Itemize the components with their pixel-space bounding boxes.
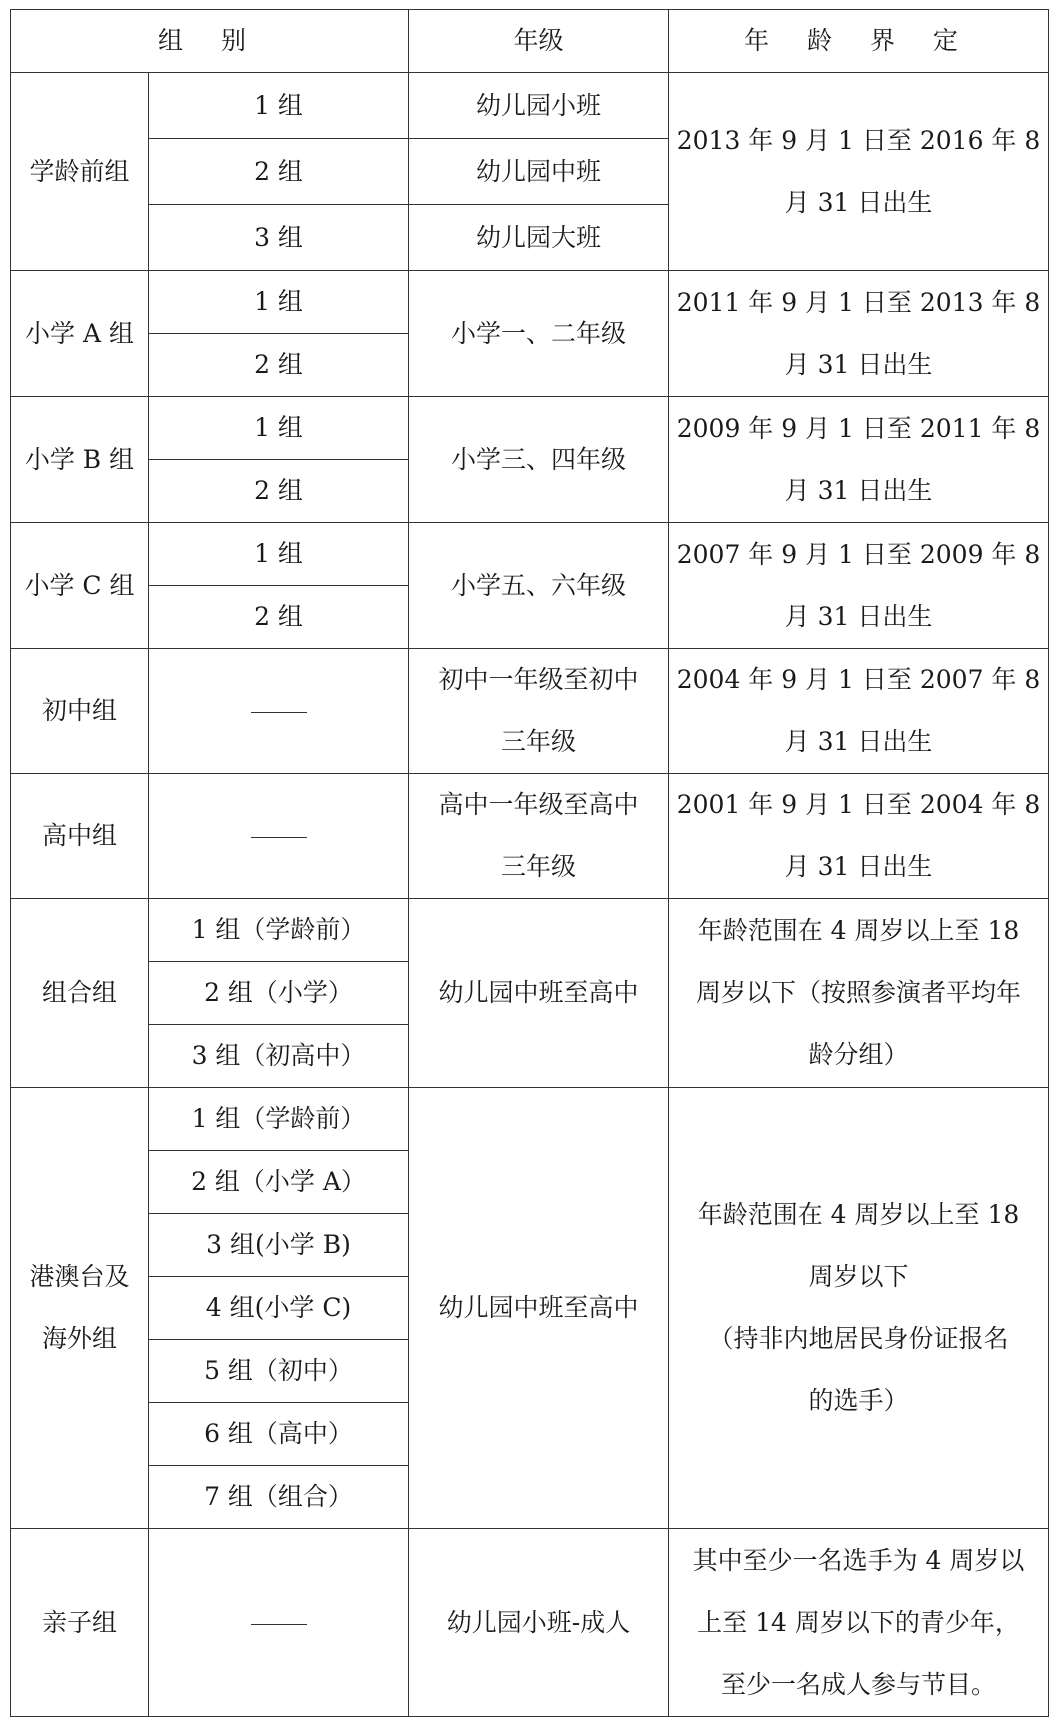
group-name: 组合组 — [11, 899, 149, 1088]
subgroup-cell: 7 组（组合） — [149, 1466, 409, 1529]
age-cell — [669, 397, 1049, 523]
grade-line: 高中一年级至高中 — [438, 790, 639, 819]
age-line: 2007 年 9 月 1 日至 2009 年 8 — [676, 539, 1041, 569]
group-name — [11, 1088, 149, 1529]
subgroup-cell: 1 组 — [149, 73, 409, 139]
subgroup-cell: 6 组（高中） — [149, 1403, 409, 1466]
age-cell — [669, 523, 1049, 649]
age-line: 龄分组） — [808, 1040, 909, 1069]
grade-cell: 幼儿园中班 — [409, 139, 669, 205]
header-row — [11, 10, 1049, 73]
subgroup-cell: 3 组（初高中） — [149, 1025, 409, 1088]
table-row — [11, 397, 1049, 460]
dash-mark — [251, 712, 307, 713]
subgroup-cell: 2 组 — [149, 460, 409, 523]
age-cell — [669, 899, 1049, 1088]
grade-cell: 小学五、六年级 — [409, 523, 669, 649]
header-group: 组 别 — [11, 10, 409, 73]
age-line: 2004 年 9 月 1 日至 2007 年 8 — [676, 665, 1041, 694]
table-row — [11, 899, 1049, 962]
table-row — [11, 1529, 1049, 1717]
table-row — [11, 523, 1049, 586]
age-line: 周岁以下 — [808, 1262, 909, 1291]
subgroup-cell: 2 组 — [149, 334, 409, 397]
age-line: 月 31 日出生 — [784, 187, 933, 217]
age-group-table — [10, 9, 1049, 1717]
subgroup-cell: 5 组（初中） — [149, 1340, 409, 1403]
subgroup-cell — [149, 649, 409, 774]
age-cell — [669, 1088, 1049, 1529]
age-line: 其中至少一名选手为 4 周岁以 — [692, 1545, 1025, 1575]
group-name: 小学 B 组 — [11, 397, 149, 523]
age-line: 月 31 日出生 — [784, 349, 933, 379]
age-line: 2013 年 9 月 1 日至 2016 年 8 — [676, 125, 1041, 155]
group-name: 学龄前组 — [11, 73, 149, 271]
subgroup-cell — [149, 774, 409, 899]
age-cell — [669, 271, 1049, 397]
subgroup-cell — [149, 1529, 409, 1717]
age-line: 的选手） — [808, 1386, 909, 1415]
subgroup-cell: 1 组 — [149, 397, 409, 460]
subgroup-cell: 1 组（学龄前） — [149, 1088, 409, 1151]
dash-mark — [251, 1624, 307, 1625]
age-line: 2001 年 9 月 1 日至 2004 年 8 — [676, 790, 1041, 819]
table-row — [11, 73, 1049, 139]
age-line: 月 31 日出生 — [784, 852, 933, 881]
table-row — [11, 774, 1049, 899]
dash-mark — [251, 837, 307, 838]
grade-cell: 幼儿园小班 — [409, 73, 669, 139]
age-line: 月 31 日出生 — [784, 601, 933, 631]
age-line: 2011 年 9 月 1 日至 2013 年 8 — [676, 287, 1041, 317]
subgroup-cell: 2 组 — [149, 139, 409, 205]
group-name: 小学 A 组 — [11, 271, 149, 397]
age-cell — [669, 1529, 1049, 1717]
subgroup-cell: 1 组 — [149, 523, 409, 586]
age-line: 年龄范围在 4 周岁以上至 18 — [697, 916, 1020, 945]
header-grade: 年级 — [409, 10, 669, 73]
table-row — [11, 271, 1049, 334]
grade-cell: 幼儿园小班-成人 — [409, 1529, 669, 1717]
subgroup-cell: 2 组 — [149, 586, 409, 649]
grade-line: 初中一年级至初中 — [438, 665, 639, 694]
age-line: 至少一名成人参与节目。 — [721, 1669, 997, 1699]
age-cell — [669, 649, 1049, 774]
age-cell — [669, 774, 1049, 899]
grade-cell — [409, 649, 669, 774]
header-age: 年 龄 界 定 — [669, 10, 1049, 73]
group-name: 小学 C 组 — [11, 523, 149, 649]
subgroup-cell: 2 组（小学） — [149, 962, 409, 1025]
group-name: 高中组 — [11, 774, 149, 899]
grade-line: 三年级 — [501, 727, 577, 756]
group-name-line: 港澳台及 — [29, 1262, 130, 1291]
subgroup-cell: 2 组（小学 A） — [149, 1151, 409, 1214]
age-line: （持非内地居民身份证报名 — [708, 1324, 1009, 1353]
grade-cell: 幼儿园中班至高中 — [409, 899, 669, 1088]
age-cell — [669, 73, 1049, 271]
subgroup-cell: 4 组(小学 C) — [149, 1277, 409, 1340]
subgroup-cell: 3 组(小学 B) — [149, 1214, 409, 1277]
age-line: 年龄范围在 4 周岁以上至 18 — [697, 1200, 1020, 1229]
age-line: 月 31 日出生 — [784, 475, 933, 505]
age-line: 2009 年 9 月 1 日至 2011 年 8 — [676, 413, 1041, 443]
subgroup-cell: 1 组 — [149, 271, 409, 334]
subgroup-cell: 1 组（学龄前） — [149, 899, 409, 962]
group-name: 亲子组 — [11, 1529, 149, 1717]
age-line: 上至 14 周岁以下的青少年， — [697, 1607, 1020, 1637]
subgroup-cell: 3 组 — [149, 205, 409, 271]
age-line: 周岁以下（按照参演者平均年 — [696, 978, 1022, 1007]
grade-cell: 小学一、二年级 — [409, 271, 669, 397]
grade-cell — [409, 774, 669, 899]
grade-cell: 幼儿园大班 — [409, 205, 669, 271]
grade-line: 三年级 — [501, 852, 577, 881]
age-line: 月 31 日出生 — [784, 727, 933, 756]
group-name: 初中组 — [11, 649, 149, 774]
group-name-line: 海外组 — [41, 1324, 117, 1353]
table-row — [11, 1088, 1049, 1151]
grade-cell: 幼儿园中班至高中 — [409, 1088, 669, 1529]
table-row — [11, 649, 1049, 774]
grade-cell: 小学三、四年级 — [409, 397, 669, 523]
